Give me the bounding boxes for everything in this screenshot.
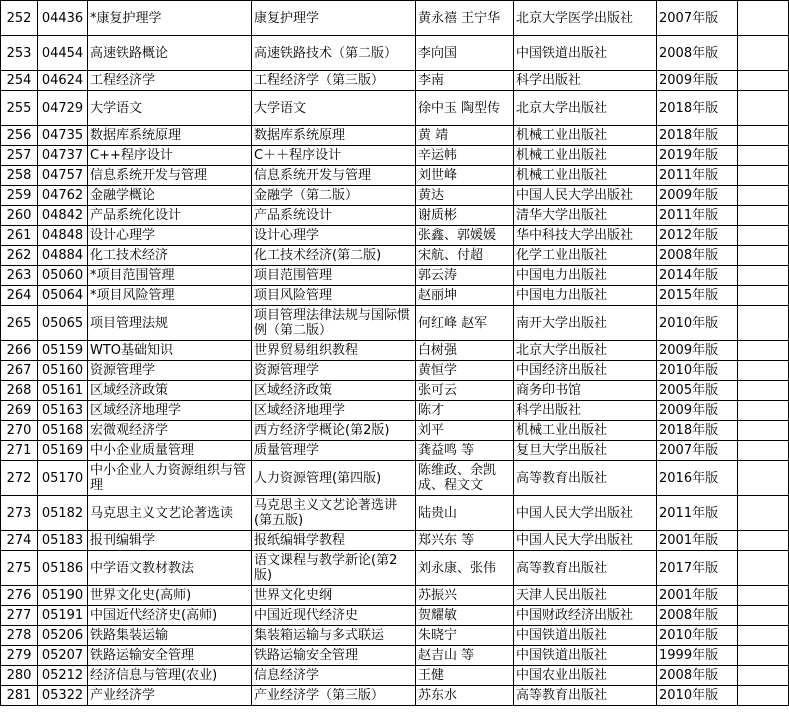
publisher-cell: 北京大学医学出版社 (514, 1, 657, 36)
row-number-cell: 279 (1, 646, 38, 666)
textbook-title-cell: 化工技术经济(第二版) (252, 246, 416, 266)
publisher-cell: 商务印书馆 (514, 381, 657, 401)
table-row (1, 626, 789, 646)
course-code-cell: 04624 (38, 71, 88, 91)
edition-year-cell: 2010年版 (657, 361, 738, 381)
empty-cell (738, 441, 789, 461)
author-cell: 郑兴东 等 (416, 531, 514, 551)
course-name-cell: 高速铁路概论 (88, 36, 252, 71)
publisher-cell: 机械工业出版社 (514, 166, 657, 186)
course-name-cell: 铁路集装运输 (88, 626, 252, 646)
empty-cell (738, 246, 789, 266)
table-row (1, 36, 789, 71)
empty-cell (738, 306, 789, 341)
course-name-cell: WTO基础知识 (88, 341, 252, 361)
publisher-cell: 复旦大学出版社 (514, 441, 657, 461)
row-number-cell: 280 (1, 666, 38, 686)
publisher-cell: 化学工业出版社 (514, 246, 657, 266)
publisher-cell: 高等教育出版社 (514, 686, 657, 706)
course-code-cell: 05060 (38, 266, 88, 286)
table-row (1, 266, 789, 286)
empty-cell (738, 461, 789, 496)
publisher-cell: 科学出版社 (514, 71, 657, 91)
textbook-title-cell: 语文课程与教学新论(第2版) (252, 551, 416, 586)
author-cell: 贺耀敏 (416, 606, 514, 626)
row-number-cell: 257 (1, 146, 38, 166)
course-code-cell: 04454 (38, 36, 88, 71)
textbook-title-cell: 信息经济学 (252, 666, 416, 686)
publisher-cell: 清华大学出版社 (514, 206, 657, 226)
course-name-cell: 铁路运输安全管理 (88, 646, 252, 666)
author-cell: 赵吉山 等 (416, 646, 514, 666)
publisher-cell: 中国人民大学出版社 (514, 186, 657, 206)
course-code-cell: 04884 (38, 246, 88, 266)
empty-cell (738, 266, 789, 286)
empty-cell (738, 586, 789, 606)
edition-year-cell: 2008年版 (657, 606, 738, 626)
textbook-title-cell: 金融学（第二版） (252, 186, 416, 206)
course-code-cell: 05182 (38, 496, 88, 531)
publisher-cell: 机械工业出版社 (514, 146, 657, 166)
publisher-cell: 机械工业出版社 (514, 421, 657, 441)
table-body (1, 1, 789, 706)
row-number-cell: 259 (1, 186, 38, 206)
author-cell: 苏振兴 (416, 586, 514, 606)
table-row (1, 186, 789, 206)
author-cell: 白树强 (416, 341, 514, 361)
course-code-cell: 04848 (38, 226, 88, 246)
course-code-cell: 05212 (38, 666, 88, 686)
edition-year-cell: 2019年版 (657, 146, 738, 166)
empty-cell (738, 551, 789, 586)
edition-year-cell: 2010年版 (657, 686, 738, 706)
edition-year-cell: 2007年版 (657, 441, 738, 461)
row-number-cell: 252 (1, 1, 38, 36)
row-number-cell: 273 (1, 496, 38, 531)
textbook-title-cell: 项目风险管理 (252, 286, 416, 306)
row-number-cell: 268 (1, 381, 38, 401)
table-row (1, 146, 789, 166)
course-name-cell: 马克思主义文艺论著选读 (88, 496, 252, 531)
textbook-title-cell: 报纸编辑学教程 (252, 531, 416, 551)
edition-year-cell: 2008年版 (657, 666, 738, 686)
course-name-cell: 资源管理学 (88, 361, 252, 381)
empty-cell (738, 361, 789, 381)
edition-year-cell: 2005年版 (657, 381, 738, 401)
empty-cell (738, 646, 789, 666)
textbook-title-cell: 区域经济政策 (252, 381, 416, 401)
textbook-title-cell: 项目管理法律法规与国际惯例（第二版） (252, 306, 416, 341)
course-code-cell: 05064 (38, 286, 88, 306)
publisher-cell: 中国人民大学出版社 (514, 531, 657, 551)
course-name-cell: 经济信息与管理(农业) (88, 666, 252, 686)
empty-cell (738, 496, 789, 531)
author-cell: 黄永禧 王宁华 (416, 1, 514, 36)
edition-year-cell: 2012年版 (657, 226, 738, 246)
author-cell: 李南 (416, 71, 514, 91)
course-code-cell: 05207 (38, 646, 88, 666)
publisher-cell: 天津人民出版社 (514, 586, 657, 606)
table-row (1, 551, 789, 586)
course-code-cell: 05191 (38, 606, 88, 626)
empty-cell (738, 686, 789, 706)
edition-year-cell: 2018年版 (657, 91, 738, 126)
edition-year-cell: 2009年版 (657, 401, 738, 421)
textbook-title-cell: 铁路运输安全管理 (252, 646, 416, 666)
empty-cell (738, 36, 789, 71)
author-cell: 陆贵山 (416, 496, 514, 531)
author-cell: 黄 靖 (416, 126, 514, 146)
table-row (1, 206, 789, 226)
publisher-cell: 中国铁道出版社 (514, 626, 657, 646)
row-number-cell: 253 (1, 36, 38, 71)
course-name-cell: *项目风险管理 (88, 286, 252, 306)
textbook-title-cell: 资源管理学 (252, 361, 416, 381)
empty-cell (738, 126, 789, 146)
edition-year-cell: 2009年版 (657, 71, 738, 91)
empty-cell (738, 1, 789, 36)
table-row (1, 126, 789, 146)
edition-year-cell: 2001年版 (657, 586, 738, 606)
course-code-cell: 05170 (38, 461, 88, 496)
author-cell: 徐中玉 陶型传 (416, 91, 514, 126)
textbook-title-cell: 世界贸易组织教程 (252, 341, 416, 361)
author-cell: 黄达 (416, 186, 514, 206)
edition-year-cell: 2011年版 (657, 166, 738, 186)
table-row (1, 686, 789, 706)
edition-year-cell: 2018年版 (657, 421, 738, 441)
edition-year-cell: 2018年版 (657, 126, 738, 146)
textbook-title-cell: 设计心理学 (252, 226, 416, 246)
publisher-cell: 华中科技大学出版社 (514, 226, 657, 246)
row-number-cell: 276 (1, 586, 38, 606)
row-number-cell: 271 (1, 441, 38, 461)
course-code-cell: 05206 (38, 626, 88, 646)
edition-year-cell: 2016年版 (657, 461, 738, 496)
table-row (1, 441, 789, 461)
table-row (1, 91, 789, 126)
table-row (1, 286, 789, 306)
table-row (1, 531, 789, 551)
course-code-cell: 04436 (38, 1, 88, 36)
table-row (1, 361, 789, 381)
author-cell: 刘永康、张伟 (416, 551, 514, 586)
edition-year-cell: 2010年版 (657, 626, 738, 646)
table-row (1, 401, 789, 421)
author-cell: 张可云 (416, 381, 514, 401)
empty-cell (738, 381, 789, 401)
table-row (1, 341, 789, 361)
empty-cell (738, 146, 789, 166)
course-code-cell: 05169 (38, 441, 88, 461)
edition-year-cell: 2001年版 (657, 531, 738, 551)
course-name-cell: 宏微观经济学 (88, 421, 252, 441)
table-row (1, 226, 789, 246)
textbook-title-cell: 马克思主义文艺论著选讲(第五版) (252, 496, 416, 531)
author-cell: 李向国 (416, 36, 514, 71)
table-row (1, 1, 789, 36)
course-code-cell: 05163 (38, 401, 88, 421)
author-cell: 辛运帏 (416, 146, 514, 166)
author-cell: 郭云涛 (416, 266, 514, 286)
course-code-cell: 05186 (38, 551, 88, 586)
textbook-title-cell: 康复护理学 (252, 1, 416, 36)
course-name-cell: 区域经济政策 (88, 381, 252, 401)
course-code-cell: 04737 (38, 146, 88, 166)
publisher-cell: 北京大学出版社 (514, 91, 657, 126)
course-name-cell: 化工技术经济 (88, 246, 252, 266)
table-row (1, 461, 789, 496)
empty-cell (738, 91, 789, 126)
author-cell: 刘世峰 (416, 166, 514, 186)
table-row (1, 646, 789, 666)
course-name-cell: 大学语文 (88, 91, 252, 126)
edition-year-cell: 2017年版 (657, 551, 738, 586)
course-name-cell: 产品系统化设计 (88, 206, 252, 226)
row-number-cell: 281 (1, 686, 38, 706)
row-number-cell: 264 (1, 286, 38, 306)
row-number-cell: 277 (1, 606, 38, 626)
course-name-cell: 产业经济学 (88, 686, 252, 706)
author-cell: 陈维政、余凯成、程文文 (416, 461, 514, 496)
publisher-cell: 中国铁道出版社 (514, 646, 657, 666)
table-row (1, 666, 789, 686)
empty-cell (738, 166, 789, 186)
publisher-cell: 中国电力出版社 (514, 286, 657, 306)
course-name-cell: 金融学概论 (88, 186, 252, 206)
empty-cell (738, 341, 789, 361)
course-name-cell: C++程序设计 (88, 146, 252, 166)
author-cell: 张鑫、郭媛媛 (416, 226, 514, 246)
textbook-title-cell: 人力资源管理(第四版) (252, 461, 416, 496)
course-name-cell: 信息系统开发与管理 (88, 166, 252, 186)
author-cell: 宋航、付超 (416, 246, 514, 266)
edition-year-cell: 2011年版 (657, 496, 738, 531)
row-number-cell: 256 (1, 126, 38, 146)
author-cell: 朱晓宁 (416, 626, 514, 646)
textbook-title-cell: 质量管理学 (252, 441, 416, 461)
course-name-cell: 中小企业质量管理 (88, 441, 252, 461)
course-code-cell: 05065 (38, 306, 88, 341)
course-name-cell: 工程经济学 (88, 71, 252, 91)
edition-year-cell: 2014年版 (657, 266, 738, 286)
course-code-cell: 04762 (38, 186, 88, 206)
textbook-title-cell: 产业经济学（第三版） (252, 686, 416, 706)
textbook-title-cell: 数据库系统原理 (252, 126, 416, 146)
publisher-cell: 中国人民大学出版社 (514, 496, 657, 531)
row-number-cell: 272 (1, 461, 38, 496)
course-code-cell: 05160 (38, 361, 88, 381)
textbook-title-cell: 产品系统设计 (252, 206, 416, 226)
table-row (1, 421, 789, 441)
course-code-cell: 05168 (38, 421, 88, 441)
author-cell: 谢质彬 (416, 206, 514, 226)
empty-cell (738, 226, 789, 246)
course-code-cell: 05183 (38, 531, 88, 551)
course-name-cell: *项目范围管理 (88, 266, 252, 286)
course-name-cell: 世界文化史(高师) (88, 586, 252, 606)
row-number-cell: 269 (1, 401, 38, 421)
course-name-cell: 中小企业人力资源组织与管理 (88, 461, 252, 496)
empty-cell (738, 531, 789, 551)
author-cell: 黄恒学 (416, 361, 514, 381)
table-row (1, 166, 789, 186)
table-row (1, 381, 789, 401)
edition-year-cell: 2009年版 (657, 186, 738, 206)
row-number-cell: 275 (1, 551, 38, 586)
publisher-cell: 中国财政经济出版社 (514, 606, 657, 626)
course-code-cell: 04842 (38, 206, 88, 226)
empty-cell (738, 606, 789, 626)
textbook-title-cell: 工程经济学（第三版） (252, 71, 416, 91)
row-number-cell: 265 (1, 306, 38, 341)
course-code-cell: 05190 (38, 586, 88, 606)
edition-year-cell: 2007年版 (657, 1, 738, 36)
course-name-cell: 中国近代经济史(高师) (88, 606, 252, 626)
author-cell: 龚益鸣 等 (416, 441, 514, 461)
row-number-cell: 270 (1, 421, 38, 441)
textbook-title-cell: 信息系统开发与管理 (252, 166, 416, 186)
textbook-title-cell: 项目范围管理 (252, 266, 416, 286)
author-cell: 何红峰 赵军 (416, 306, 514, 341)
row-number-cell: 278 (1, 626, 38, 646)
course-name-cell: 区域经济地理学 (88, 401, 252, 421)
course-code-cell: 04757 (38, 166, 88, 186)
row-number-cell: 266 (1, 341, 38, 361)
row-number-cell: 254 (1, 71, 38, 91)
edition-year-cell: 2009年版 (657, 341, 738, 361)
course-name-cell: *康复护理学 (88, 1, 252, 36)
author-cell: 陈才 (416, 401, 514, 421)
course-name-cell: 设计心理学 (88, 226, 252, 246)
author-cell: 刘平 (416, 421, 514, 441)
table-row (1, 496, 789, 531)
textbook-title-cell: 中国近现代经济史 (252, 606, 416, 626)
course-name-cell: 项目管理法规 (88, 306, 252, 341)
edition-year-cell: 2011年版 (657, 206, 738, 226)
textbook-title-cell: 区域经济地理学 (252, 401, 416, 421)
textbook-title-cell: C＋＋程序设计 (252, 146, 416, 166)
row-number-cell: 263 (1, 266, 38, 286)
publisher-cell: 高等教育出版社 (514, 461, 657, 496)
publisher-cell: 高等教育出版社 (514, 551, 657, 586)
empty-cell (738, 206, 789, 226)
table-row (1, 246, 789, 266)
course-name-cell: 数据库系统原理 (88, 126, 252, 146)
empty-cell (738, 666, 789, 686)
table-row (1, 306, 789, 341)
empty-cell (738, 421, 789, 441)
course-code-cell: 05161 (38, 381, 88, 401)
publisher-cell: 机械工业出版社 (514, 126, 657, 146)
author-cell: 赵丽坤 (416, 286, 514, 306)
author-cell: 苏东水 (416, 686, 514, 706)
edition-year-cell: 2008年版 (657, 36, 738, 71)
textbook-title-cell: 西方经济学概论(第2版) (252, 421, 416, 441)
textbook-title-cell: 集装箱运输与多式联运 (252, 626, 416, 646)
edition-year-cell: 2010年版 (657, 306, 738, 341)
table-row (1, 71, 789, 91)
row-number-cell: 260 (1, 206, 38, 226)
course-code-cell: 04729 (38, 91, 88, 126)
row-number-cell: 261 (1, 226, 38, 246)
author-cell: 王健 (416, 666, 514, 686)
empty-cell (738, 71, 789, 91)
edition-year-cell: 2008年版 (657, 246, 738, 266)
row-number-cell: 262 (1, 246, 38, 266)
row-number-cell: 274 (1, 531, 38, 551)
empty-cell (738, 626, 789, 646)
textbook-title-cell: 高速铁路技术（第二版） (252, 36, 416, 71)
publisher-cell: 南开大学出版社 (514, 306, 657, 341)
table-row (1, 606, 789, 626)
publisher-cell: 科学出版社 (514, 401, 657, 421)
table-row (1, 586, 789, 606)
course-code-cell: 05322 (38, 686, 88, 706)
publisher-cell: 中国电力出版社 (514, 266, 657, 286)
row-number-cell: 255 (1, 91, 38, 126)
course-name-cell: 中学语文教材教法 (88, 551, 252, 586)
textbook-title-cell: 世界文化史纲 (252, 586, 416, 606)
publisher-cell: 中国经济出版社 (514, 361, 657, 381)
textbook-title-cell: 大学语文 (252, 91, 416, 126)
course-name-cell: 报刊编辑学 (88, 531, 252, 551)
empty-cell (738, 286, 789, 306)
publisher-cell: 北京大学出版社 (514, 341, 657, 361)
row-number-cell: 267 (1, 361, 38, 381)
empty-cell (738, 401, 789, 421)
publisher-cell: 中国铁道出版社 (514, 36, 657, 71)
empty-cell (738, 186, 789, 206)
edition-year-cell: 1999年版 (657, 646, 738, 666)
row-number-cell: 258 (1, 166, 38, 186)
course-code-cell: 05159 (38, 341, 88, 361)
edition-year-cell: 2015年版 (657, 286, 738, 306)
publisher-cell: 中国农业出版社 (514, 666, 657, 686)
course-code-cell: 04735 (38, 126, 88, 146)
